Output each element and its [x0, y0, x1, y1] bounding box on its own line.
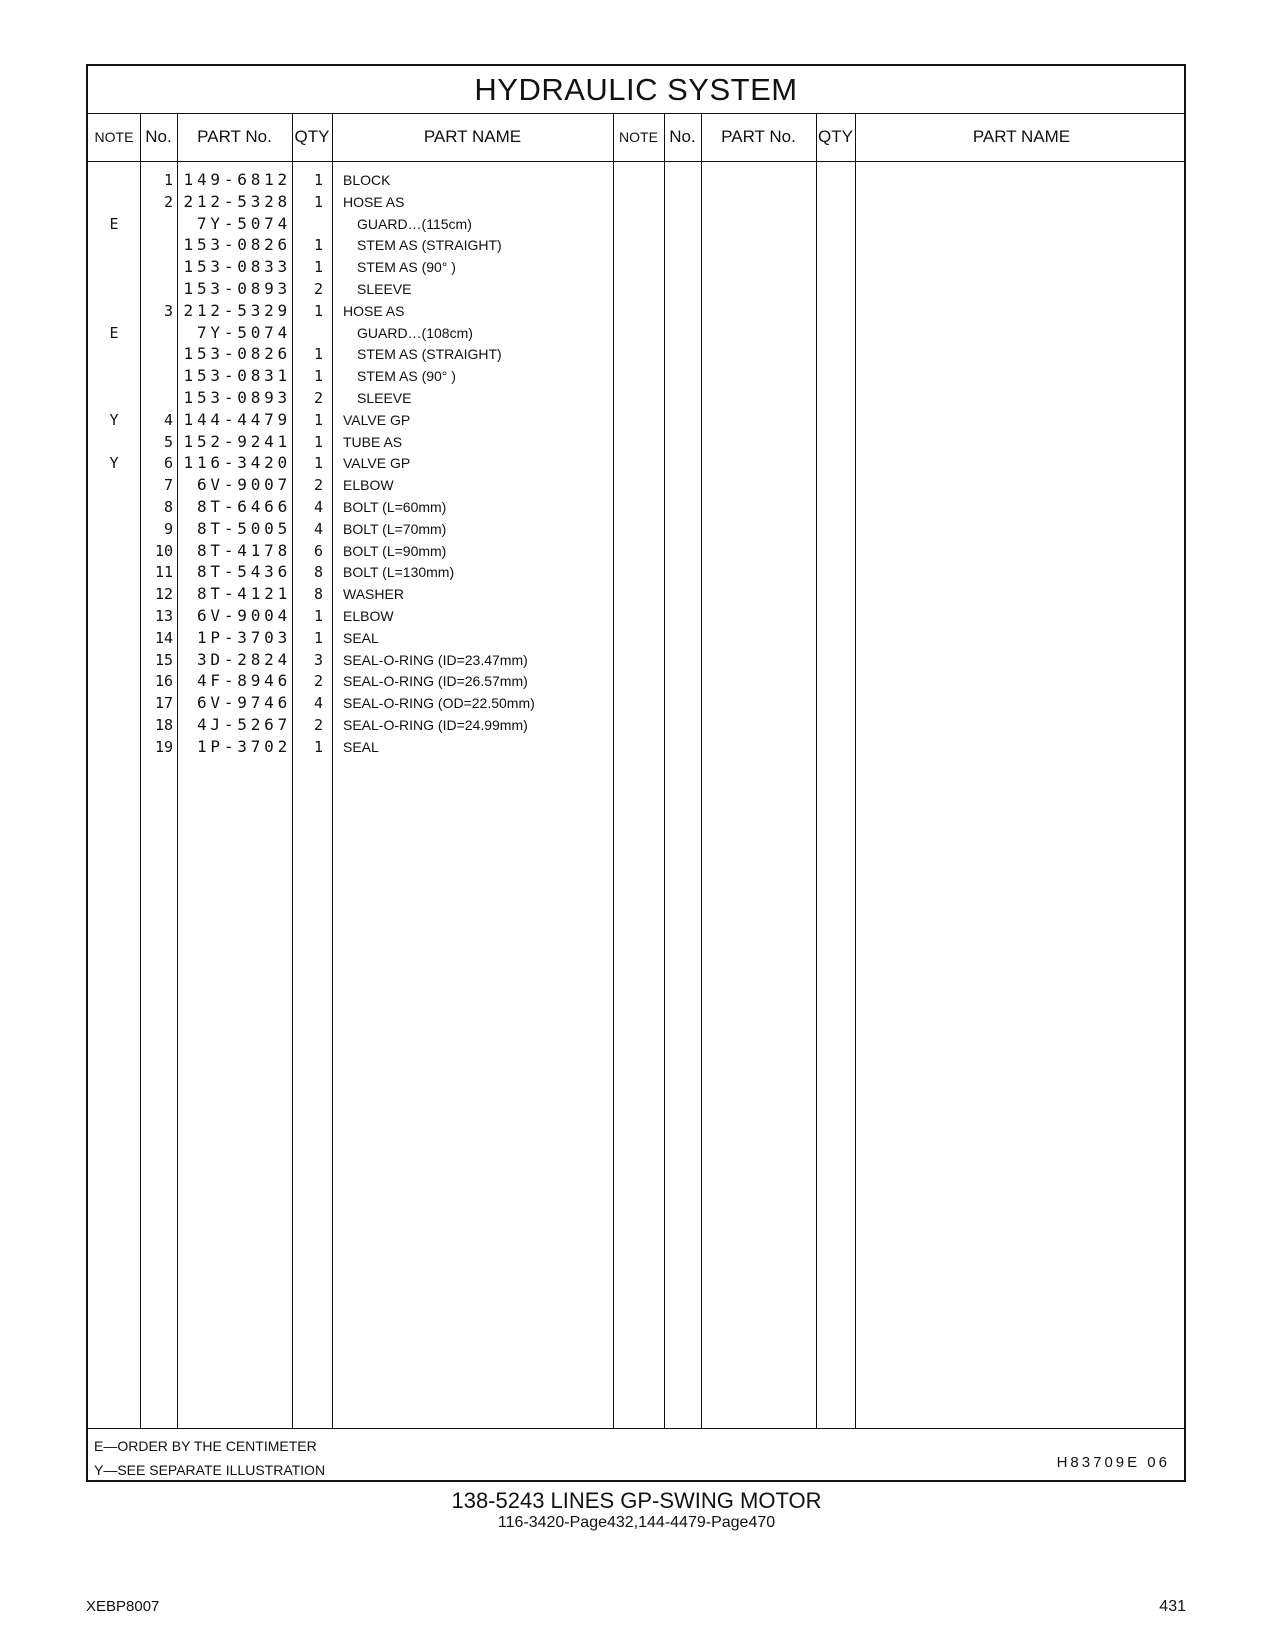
table-row	[88, 670, 613, 692]
row-item-number: 15	[154, 650, 173, 669]
row-part-number: 212-5328	[183, 191, 291, 211]
table-row	[88, 736, 613, 758]
row-part-name: SEAL-O-RING (ID=26.57mm)	[343, 673, 528, 690]
row-part-number: 6V-9004	[196, 606, 291, 625]
row-quantity: 1	[313, 628, 323, 647]
row-part-number: 153-0893	[183, 388, 291, 407]
table-row	[88, 518, 613, 540]
row-quantity: 1	[313, 737, 323, 756]
row-item-number: 19	[154, 737, 173, 756]
legend-e: E—ORDER BY THE CENTIMETER	[94, 1438, 317, 1454]
row-quantity: 2	[313, 389, 323, 407]
legend-y: Y—SEE SEPARATE ILLUSTRATION	[94, 1462, 326, 1478]
row-part-number: 1P-3702	[196, 736, 291, 756]
row-part-number: 4F-8946	[196, 671, 291, 691]
row-part-number: 8T-4178	[196, 540, 291, 560]
row-item-number: 10	[154, 541, 173, 560]
table-row	[88, 605, 613, 627]
row-part-name: BOLT (L=60mm)	[343, 499, 447, 515]
table-header	[88, 113, 1184, 162]
row-part-number: 1P-3703	[196, 627, 291, 647]
table-row	[88, 387, 613, 409]
row-part-name: WASHER	[343, 586, 404, 603]
header-qty-right: QTY	[818, 127, 853, 146]
row-part-name: STEM AS (90° )	[357, 368, 456, 385]
row-quantity: 1	[313, 454, 323, 473]
row-quantity: 2	[313, 280, 323, 298]
table-row	[88, 583, 613, 605]
parts-list-sheet	[86, 64, 1186, 1482]
row-part-name: SLEEVE	[357, 281, 412, 297]
row-item-number: 14	[154, 628, 173, 647]
row-item-number: 9	[163, 519, 173, 538]
row-item-number: 7	[163, 476, 173, 495]
caption-main: 138-5243 LINES GP-SWING MOTOR	[451, 1488, 822, 1513]
row-quantity: 1	[313, 192, 323, 211]
row-quantity: 1	[313, 236, 323, 255]
row-item-number: 12	[154, 585, 173, 604]
row-part-name: HOSE AS	[343, 193, 405, 210]
row-item-number: 13	[154, 607, 173, 625]
row-part-number: 153-0833	[183, 257, 291, 277]
row-part-name: SEAL-O-RING (ID=23.47mm)	[343, 651, 528, 668]
row-part-name: BOLT (L=90mm)	[343, 542, 447, 559]
row-item-number: 17	[154, 694, 173, 713]
row-quantity: 1	[313, 432, 323, 451]
row-part-name: VALVE GP	[343, 455, 411, 472]
row-quantity: 1	[313, 301, 323, 320]
row-part-number: 212-5329	[183, 300, 291, 320]
row-item-number: 6	[163, 454, 173, 473]
header-no-right: No.	[669, 127, 696, 146]
row-quantity: 2	[313, 476, 323, 495]
header-no-left: No.	[145, 127, 172, 146]
row-part-name: GUARD…(115cm)	[357, 215, 472, 232]
row-part-number: 8T-5005	[196, 518, 291, 538]
row-part-name: BLOCK	[343, 172, 391, 188]
row-quantity: 4	[313, 694, 323, 713]
table-row	[88, 256, 613, 278]
row-part-number: 8T-5436	[196, 562, 291, 582]
table-row	[88, 540, 613, 562]
row-quantity: 3	[313, 650, 323, 669]
table-row	[88, 365, 613, 387]
header-part-name-right: PART NAME	[972, 127, 1071, 146]
table-row	[88, 692, 613, 714]
table-row	[88, 343, 613, 365]
row-part-number: 6V-9746	[196, 693, 291, 713]
header-note-right: NOTE	[619, 129, 658, 145]
table-row	[88, 191, 613, 213]
row-part-number: 6V-9007	[196, 475, 291, 495]
document-id: XEBP8007	[86, 1598, 160, 1615]
row-quantity: 1	[313, 367, 323, 386]
table-row	[88, 561, 613, 583]
header-note-left: NOTE	[94, 129, 134, 145]
table-row	[88, 213, 613, 235]
row-part-name: SEAL	[343, 738, 379, 755]
table-row	[88, 649, 613, 671]
row-quantity: 1	[313, 410, 323, 429]
form-code: H83709E 06	[1056, 1454, 1170, 1471]
row-part-name: ELBOW	[343, 608, 394, 624]
table-row	[88, 714, 613, 736]
row-note: E	[109, 214, 119, 233]
footer-divider	[88, 1428, 1184, 1429]
table-row	[88, 169, 613, 191]
page-number: 431	[1159, 1598, 1186, 1615]
row-item-number: 11	[154, 563, 173, 582]
section-title: HYDRAULIC SYSTEM	[88, 66, 1184, 114]
row-item-number: 16	[154, 672, 173, 691]
table-row	[88, 431, 613, 453]
header-part-no-left: PART No.	[197, 127, 272, 146]
row-part-name: STEM AS (90° )	[357, 259, 456, 276]
row-part-number: 153-0826	[183, 344, 291, 364]
row-quantity: 8	[313, 563, 323, 582]
row-item-number: 1	[163, 171, 173, 189]
row-part-number: 153-0893	[183, 279, 291, 298]
row-part-number: 8T-6466	[196, 497, 291, 516]
row-quantity: 1	[313, 171, 323, 189]
row-quantity: 4	[313, 498, 323, 516]
row-part-number: 4J-5267	[196, 715, 291, 734]
row-part-name: SLEEVE	[357, 390, 412, 406]
column-divider	[664, 113, 665, 1428]
row-item-number: 3	[163, 301, 173, 320]
row-part-name: ELBOW	[343, 477, 394, 494]
row-part-number: 8T-4121	[196, 584, 291, 604]
row-part-number: 153-0826	[183, 235, 291, 255]
header-part-no-right: PART No.	[721, 127, 796, 146]
table-row	[88, 452, 613, 474]
table-row	[88, 627, 613, 649]
table-row	[88, 409, 613, 431]
row-item-number: 8	[163, 498, 173, 516]
row-part-number: 3D-2824	[196, 649, 291, 669]
row-part-number: 144-4479	[183, 409, 291, 429]
row-part-name: VALVE GP	[343, 411, 411, 428]
row-part-name: STEM AS (STRAIGHT)	[357, 346, 502, 363]
row-item-number: 5	[163, 432, 173, 451]
row-item-number: 2	[163, 192, 173, 211]
row-quantity: 2	[313, 672, 323, 691]
row-quantity: 1	[313, 607, 323, 625]
row-item-number: 18	[154, 716, 173, 734]
row-part-number: 152-9241	[183, 431, 291, 451]
table-row	[88, 278, 613, 300]
row-part-name: SEAL	[343, 629, 379, 646]
table-row	[88, 474, 613, 496]
row-part-name: STEM AS (STRAIGHT)	[357, 237, 502, 254]
row-quantity: 1	[313, 258, 323, 277]
row-part-number: 149-6812	[183, 170, 291, 189]
header-qty-left: QTY	[294, 127, 330, 146]
table-row	[88, 496, 613, 518]
row-part-name: BOLT (L=130mm)	[343, 564, 455, 581]
row-part-name: HOSE AS	[343, 302, 405, 319]
row-part-number: 153-0831	[183, 366, 291, 386]
row-quantity: 2	[313, 716, 323, 734]
row-part-number: 116-3420	[183, 453, 291, 473]
caption-sub: 116-3420-Page432,144-4479-Page470	[497, 1514, 776, 1531]
row-part-name: SEAL-O-RING (ID=24.99mm)	[343, 717, 528, 733]
row-item-number: 4	[163, 410, 173, 429]
row-part-name: TUBE AS	[343, 433, 403, 450]
row-part-name: SEAL-O-RING (OD=22.50mm)	[343, 695, 535, 712]
row-quantity: 1	[313, 345, 323, 364]
row-quantity: 8	[313, 585, 323, 604]
row-note: Y	[109, 410, 119, 429]
row-quantity: 6	[313, 541, 323, 560]
header-part-name-left: PART NAME	[423, 127, 522, 146]
table-row	[88, 234, 613, 256]
column-divider	[701, 113, 702, 1428]
column-divider	[816, 113, 817, 1428]
row-quantity: 4	[313, 519, 323, 538]
table-row	[88, 300, 613, 322]
row-part-number: 7Y-5074	[196, 322, 291, 342]
column-divider	[855, 113, 856, 1428]
row-part-name: BOLT (L=70mm)	[343, 520, 447, 537]
row-part-name: GUARD…(108cm)	[357, 324, 473, 341]
row-part-number: 7Y-5074	[196, 213, 291, 233]
row-note: E	[109, 323, 119, 342]
row-note: Y	[109, 454, 119, 473]
table-row	[88, 322, 613, 344]
